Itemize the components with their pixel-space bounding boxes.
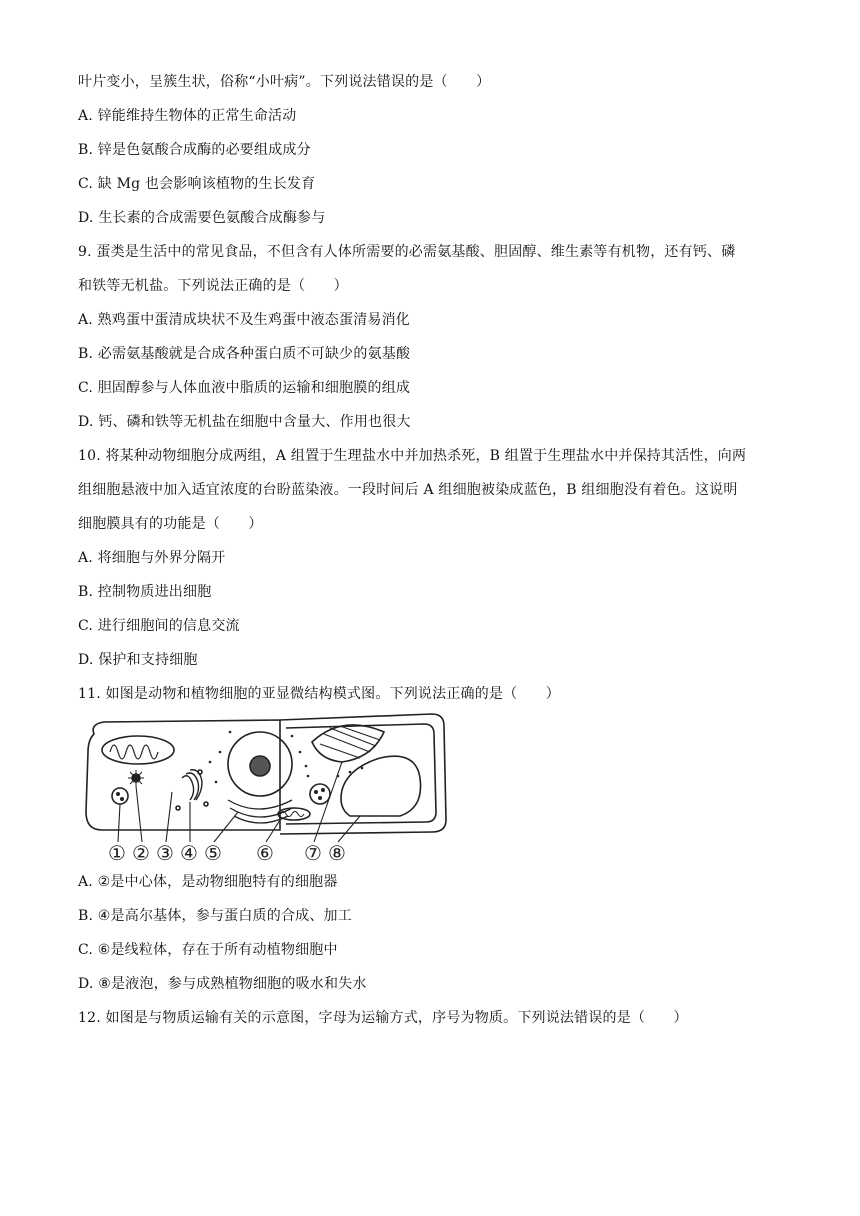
q10-option-a: A. 将细胞与外界分隔开: [78, 550, 226, 566]
q11-option-a: A. ②是中心体，是动物细胞特有的细胞器: [78, 874, 338, 890]
q8-option-b: B. 锌是色氨酸合成酶的必要组成成分: [78, 142, 311, 158]
q11-option-c: C. ⑥是线粒体，存在于所有动植物细胞中: [78, 942, 338, 958]
q9-option-d: D. 钙、磷和铁等无机盐在细胞中含量大、作用也很大: [78, 414, 411, 430]
q12-stem: 12. 如图是与物质运输有关的示意图，字母为运输方式，序号为物质。下列说法错误的是（ ）: [78, 1010, 688, 1026]
cell-structure-diagram: [80, 712, 452, 864]
q11-stem: 11. 如图是动物和植物细胞的亚显微结构模式图。下列说法正确的是（ ）: [78, 686, 560, 702]
q9-option-a: A. 熟鸡蛋中蛋清成块状不及生鸡蛋中液态蛋清易消化: [78, 312, 411, 328]
lysosome: [112, 788, 128, 804]
vacuole: [341, 756, 421, 816]
vesicle: [310, 784, 330, 804]
q10-stem-line2: 组细胞悬液中加入适宜浓度的台盼蓝染液。一段时间后 A 组细胞被染成蓝色，B 组细胞没有着色。这说明: [78, 482, 738, 498]
q9-stem-line1: 9. 蛋类是生活中的常见食品，不但含有人体所需要的必需氨基酸、胆固醇、维生素等有机物，还有钙、磷: [78, 244, 736, 260]
figure-label-7: ⑦: [304, 841, 322, 864]
q10-option-c: C. 进行细胞间的信息交流: [78, 618, 240, 634]
q9-stem-line2: 和铁等无机盐。下列说法正确的是（ ）: [78, 278, 348, 294]
q10-stem-line1: 10. 将某种动物细胞分成两组，A 组置于生理盐水中并加热杀死，B 组置于生理盐水中并保持其活性，向两: [78, 448, 747, 464]
figure-label-2: ②: [132, 841, 150, 864]
animal-cell-membrane: [86, 720, 280, 830]
q8-stem-continued: 叶片变小，呈簇生状，俗称“小叶病”。下列说法错误的是（ ）: [78, 74, 491, 90]
q10-option-d: D. 保护和支持细胞: [78, 652, 198, 668]
q11-option-d: D. ⑧是液泡，参与成熟植物细胞的吸水和失水: [78, 976, 367, 992]
figure-label-1: ①: [108, 841, 126, 864]
figure-label-6: ⑥: [256, 841, 274, 864]
q8-option-d: D. 生长素的合成需要色氨酸合成酶参与: [78, 210, 326, 226]
figure-label-8: ⑧: [328, 841, 346, 864]
q8-option-c: C. 缺 Mg 也会影响该植物的生长发育: [78, 176, 316, 192]
figure-label-4: ④: [180, 841, 198, 864]
q9-option-b: B. 必需氨基酸就是合成各种蛋白质不可缺少的氨基酸: [78, 346, 411, 362]
q8-option-a: A. 锌能维持生物体的正常生命活动: [78, 108, 297, 124]
plant-cell-wall-inner: [286, 724, 436, 824]
figure-label-5: ⑤: [204, 841, 222, 864]
figure-label-3: ③: [156, 841, 174, 864]
q11-option-b: B. ④是高尔基体，参与蛋白质的合成、加工: [78, 908, 352, 924]
q10-option-b: B. 控制物质进出细胞: [78, 584, 212, 600]
q10-stem-line3: 细胞膜具有的功能是（ ）: [78, 516, 263, 532]
mitochondrion-small: [278, 808, 310, 820]
mitochondrion-large: [102, 736, 174, 764]
nucleolus: [250, 756, 270, 776]
q9-option-c: C. 胆固醇参与人体血液中脂质的运输和细胞膜的组成: [78, 380, 411, 396]
